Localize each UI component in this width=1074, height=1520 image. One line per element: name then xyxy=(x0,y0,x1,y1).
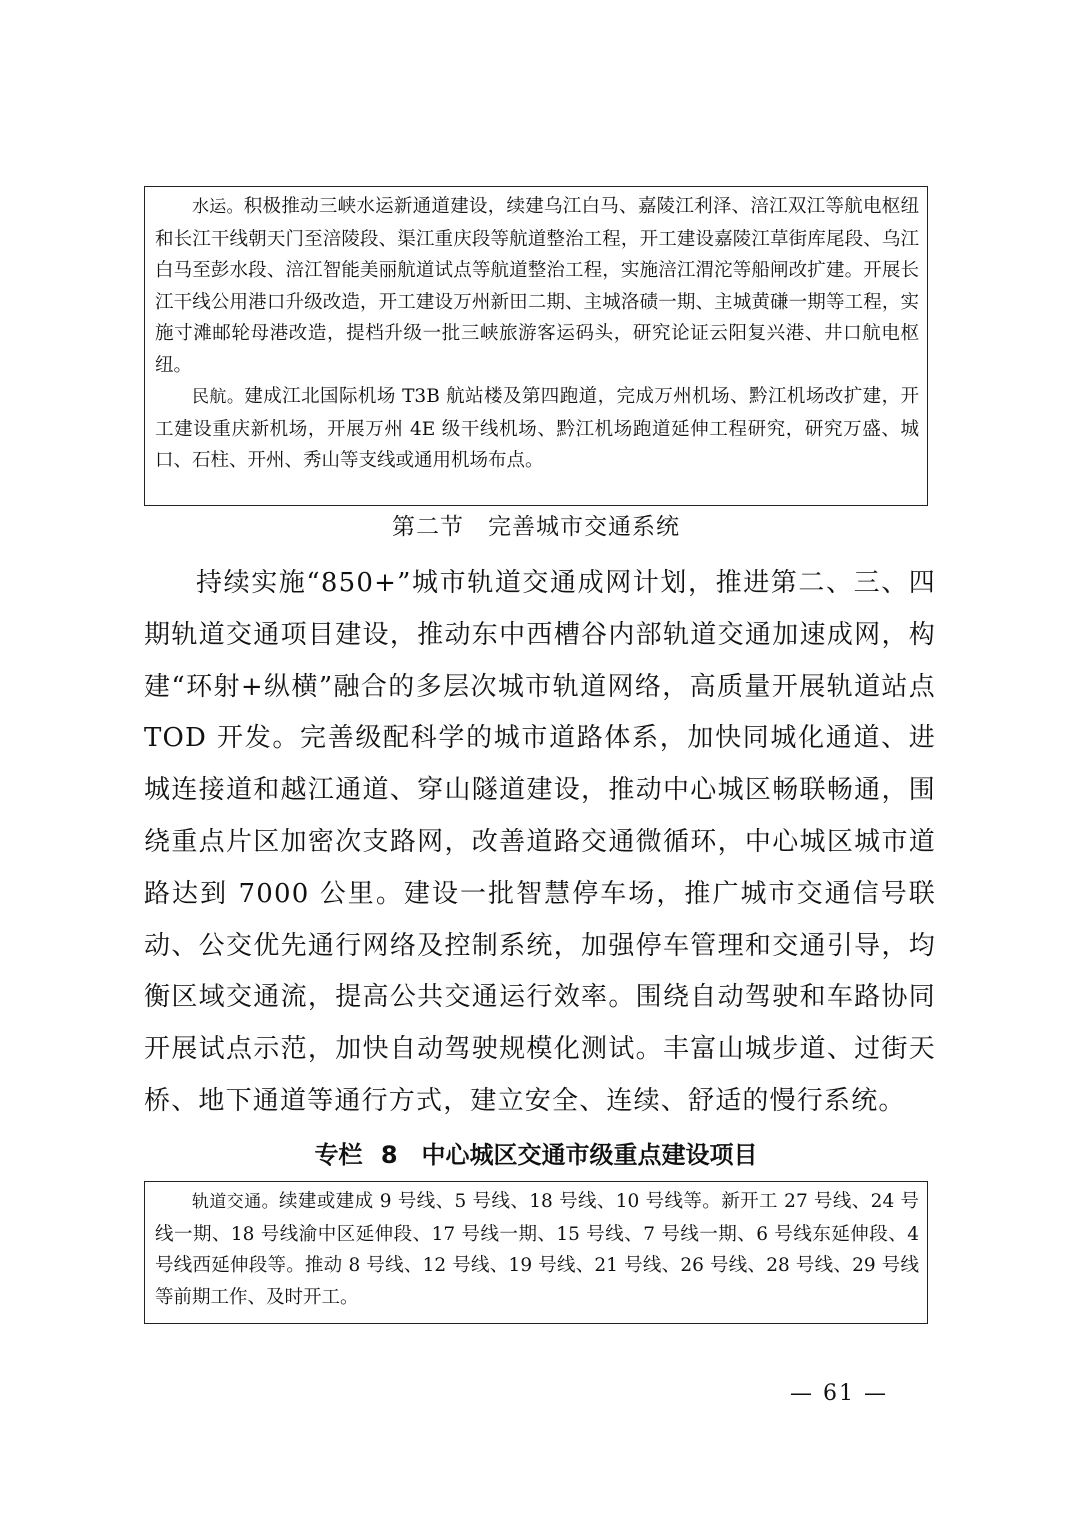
rail-label: 轨道交通。 xyxy=(192,1192,279,1212)
waterway-text: 积极推动三峡水运新通道建设，续建乌江白马、嘉陵江利泽、涪江双江等航电枢纽和长江干线朝天门至涪陵段、渠江重庆段等航道整治工程，开工建设嘉陵江草街库尾段、乌江白马至彭水段、涪江智能美丽航道试点等航道整治工程，实施涪江渭沱等船闸改扩建。开展长江干线公用港口升级改造，开工建设万州新田二期、主城洛碛一期、主城黄磏一期等工程，实施寸滩邮轮母港改造，提档升级一批三峡旅游客运码头，研究论证云阳复兴港、井口航电枢纽。 xyxy=(155,196,919,376)
column-title: 专栏 8 中心城区交通市级重点建设项目 xyxy=(314,1141,758,1169)
rail-paragraph xyxy=(155,1186,919,1313)
waterway-label: 水运。 xyxy=(192,197,244,217)
waterway-aviation-box xyxy=(144,186,928,506)
page-number: — 61 — xyxy=(790,1381,888,1406)
section-title: 第二节 完善城市交通系统 xyxy=(392,514,680,540)
aviation-label: 民航。 xyxy=(192,387,245,407)
body-paragraph: 持续实施“850+”城市轨道交通成网计划，推进第二、三、四期轨道交通项目建设，推动东中西槽谷内部轨道交通加速成网，构建“环射+纵横”融合的多层次城市轨道网络，高质量开展轨道站点 TOD 开发。完善级配科学的城市道路体系，加快同城化通道、进城连接道和越江通道、穿山隧道建设，推动中心城区畅联畅通，围绕重点片区加密次支路网，改善道路交通微循环，中心城区城市道路达到 7000 公里。建设一批智慧停车场，推广城市交通信号联动、公交优先通行网络及控制系统，加强停车管理和交通引导，均衡区域交通流，提高公共交通运行效率。围绕自动驾驶和车路协同开展试点示范，加快自动驾驶规模化测试。丰富山城步道、过街天桥、地下通道等通行方式，建立安全、连续、舒适的慢行系统。 xyxy=(144,568,936,1116)
waterway-paragraph xyxy=(155,191,919,381)
rail-text: 续建或建成 9 号线、5 号线、18 号线、10 号线等。新开工 27 号线、24 号线一期、18 号线渝中区延伸段、17 号线一期、15 号线、7 号线一期、6 号线东延伸段、4 号线西延伸段等。推动 8 号线、12 号线、19 号线、21 号线、26 号线、28 号线、29 号线等前期工作、及时开工。 xyxy=(155,1191,920,1308)
aviation-paragraph xyxy=(155,381,919,477)
rail-transit-box xyxy=(144,1181,928,1324)
aviation-text: 建成江北国际机场 T3B 航站楼及第四跑道，完成万州机场、黔江机场改扩建，开工建设重庆新机场，开展万州 4E 级干线机场、黔江机场跑道延伸工程研究，研究万盛、城口、石柱、开州、秀山等支线或通用机场布点。 xyxy=(155,386,919,471)
